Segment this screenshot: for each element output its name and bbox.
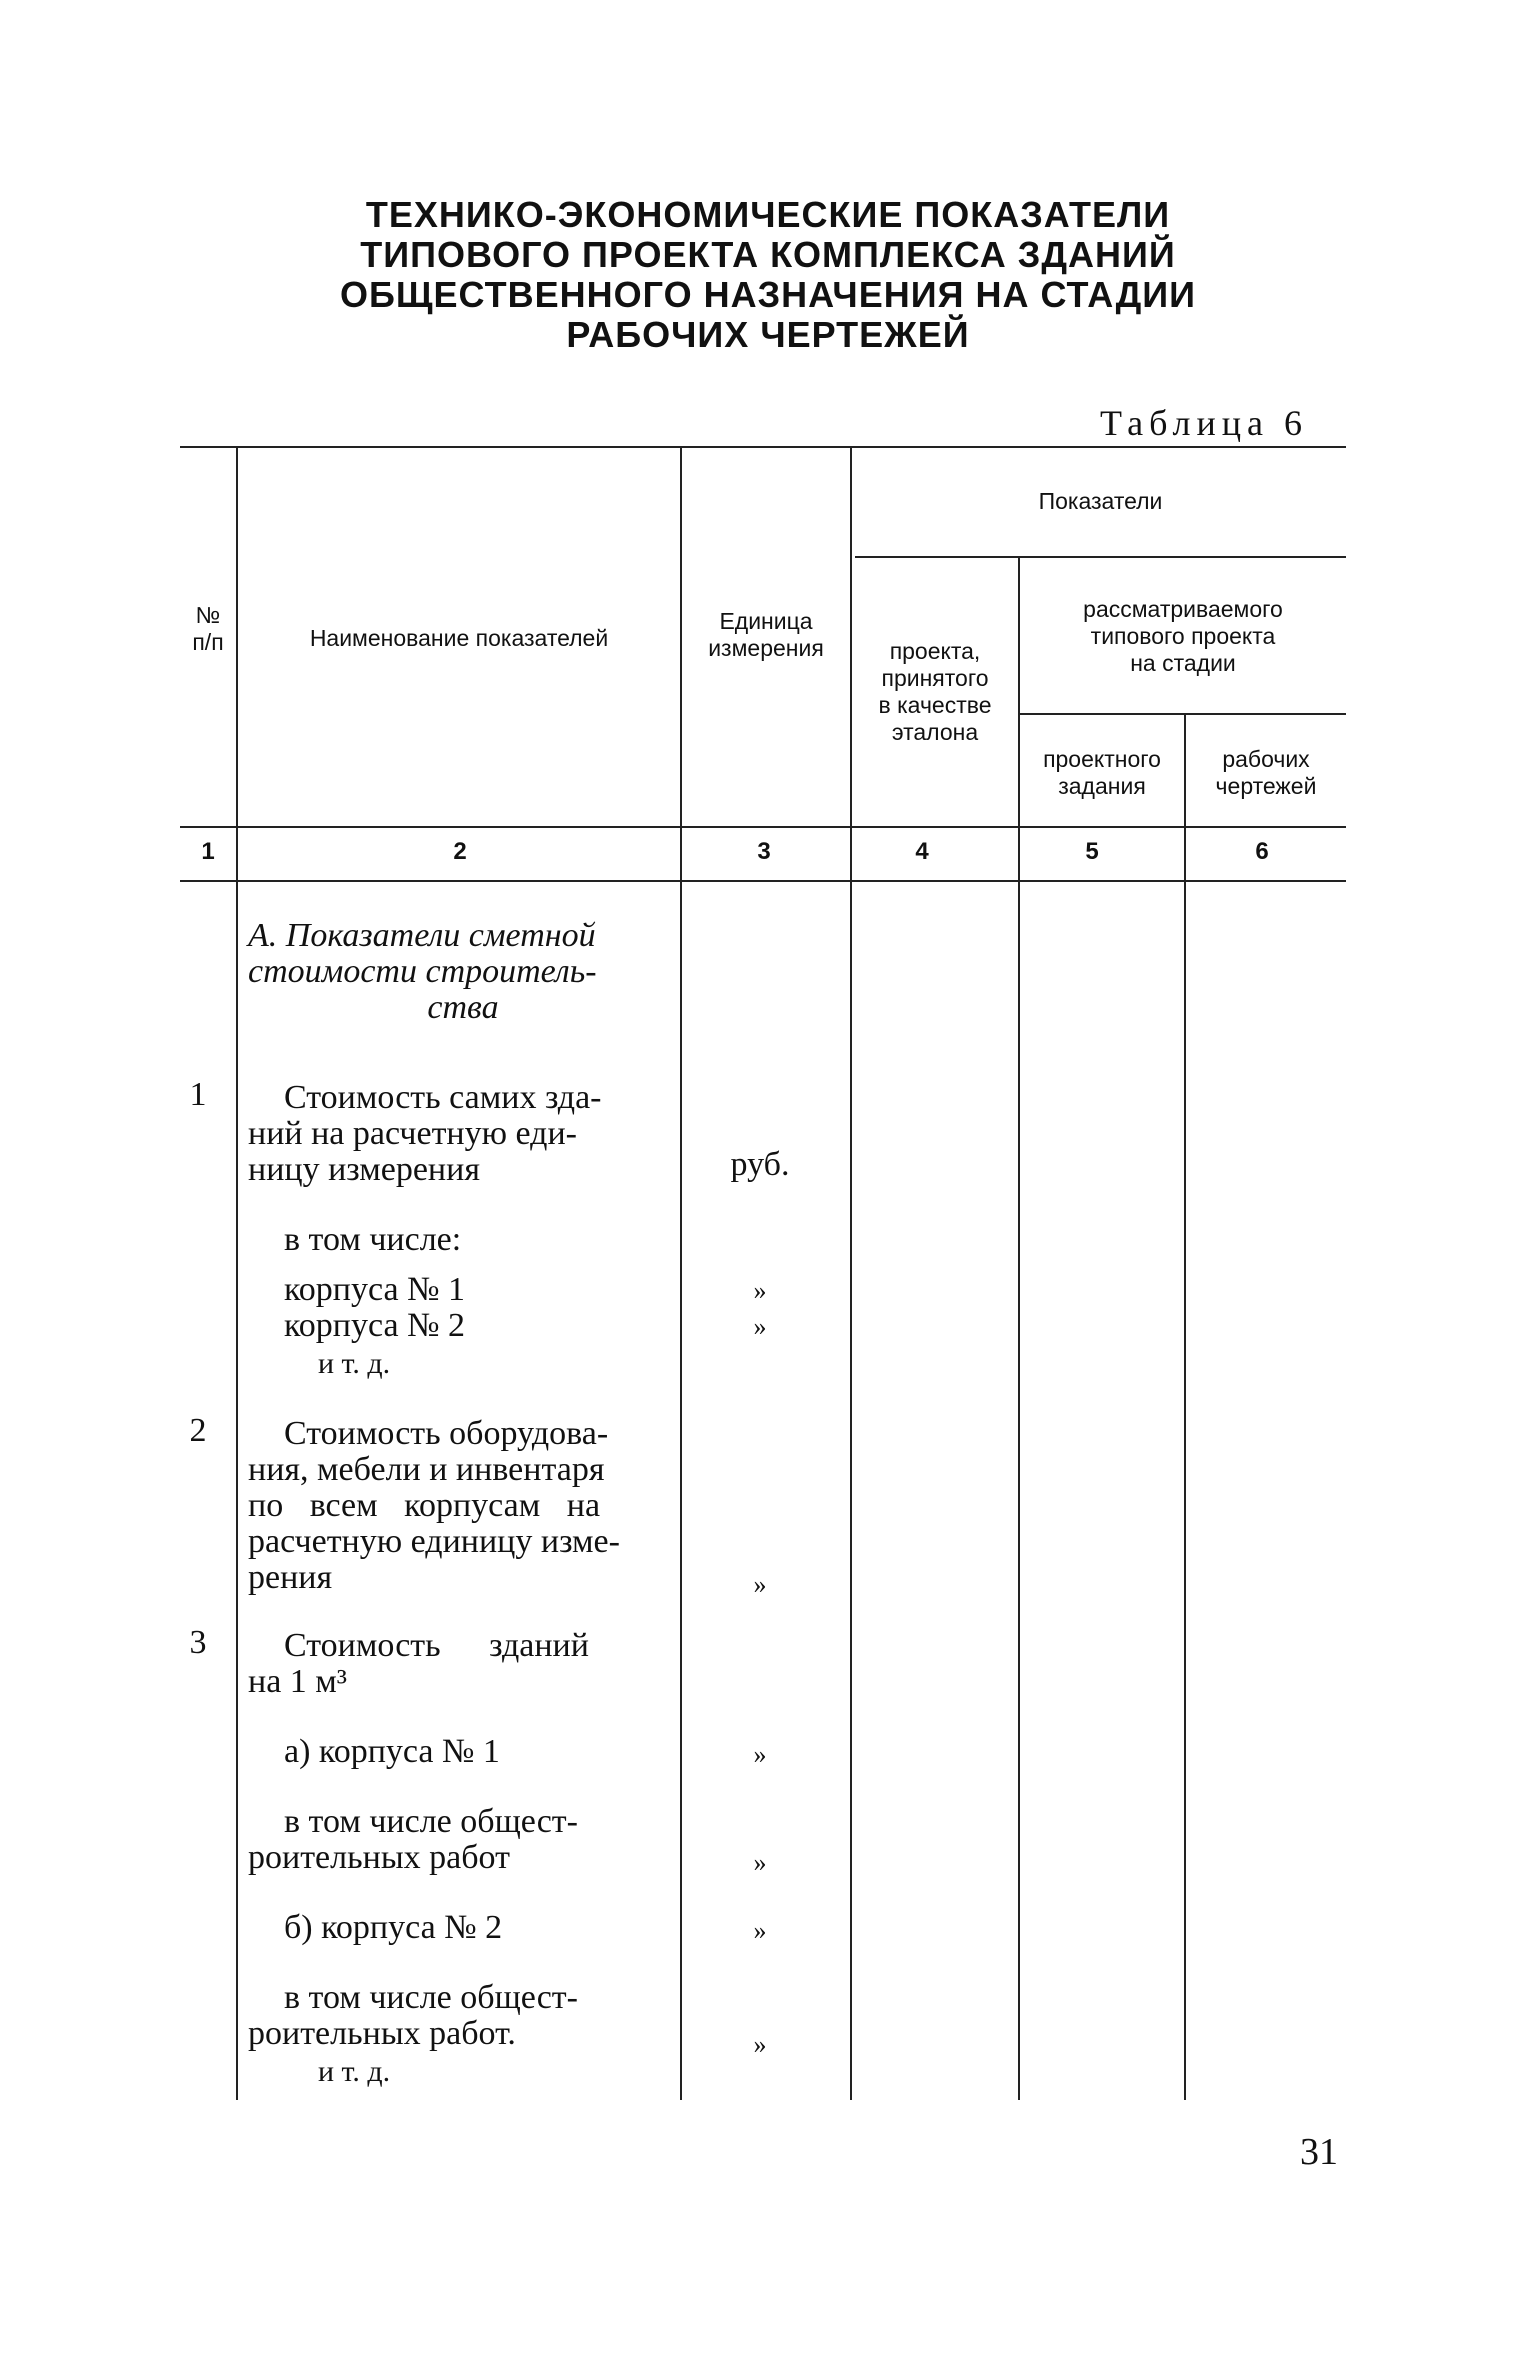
header-num-pp: п/п (192, 629, 224, 655)
column-number-5: 5 (1085, 838, 1099, 865)
row-2-name (248, 1416, 678, 1596)
table-label: Таблица 6 (1100, 403, 1308, 443)
col-divider-2 (680, 448, 682, 2100)
header-bottom-rule (180, 826, 1346, 828)
section-a-line3: ства (427, 989, 499, 1026)
col-divider-5 (1184, 715, 1186, 2100)
row-2-line5: рения (248, 1559, 333, 1596)
section-a-heading (248, 918, 678, 1026)
page-number: 31 (1300, 2131, 1338, 2173)
row-1-sub-1-unit: » (753, 1276, 767, 1305)
page-title (0, 195, 1536, 355)
row-1-line3: ницу измерения (248, 1151, 480, 1188)
column-number-2: 2 (453, 838, 467, 865)
column-numbers-rule (180, 880, 1346, 882)
stage-rule (1020, 713, 1346, 715)
row-2-line1: Стоимость оборудова- (284, 1415, 609, 1452)
header-working-line1: рабочих (1222, 746, 1310, 772)
row-2-line2: ния, мебели и инвентаря (248, 1451, 605, 1488)
indicators-rule (855, 556, 1346, 558)
row-2-unit: » (753, 1570, 767, 1599)
row-3-b-incl-line2: роительных работ. (248, 2015, 516, 2052)
row-3-a-incl-unit: » (753, 1848, 767, 1877)
header-design (1020, 746, 1184, 800)
row-1-line1: Стоимость самих зда- (284, 1079, 602, 1116)
header-considered (1020, 596, 1346, 677)
header-reference-line2: принятого (881, 665, 989, 691)
row-2-line4: расчетную единицу изме- (248, 1523, 620, 1560)
row-3-a-unit: » (753, 1740, 767, 1769)
header-considered-line1: рассматриваемого (1083, 596, 1283, 622)
row-1-sub-2: корпуса № 2 (284, 1307, 466, 1344)
header-unit-line1: Единица (719, 608, 813, 634)
title-line-2: ТИПОВОГО ПРОЕКТА КОМПЛЕКСА ЗДАНИЙ (360, 234, 1176, 275)
header-reference-line3: в качестве (878, 692, 992, 718)
row-1-sub-etc: и т. д. (318, 1347, 391, 1380)
row-3-b: б) корпуса № 2 (284, 1909, 503, 1946)
row-3-etc: и т. д. (318, 2055, 391, 2088)
row-1-sub-label: в том числе: (284, 1221, 462, 1258)
row-3-a-incl-line2: роительных работ (248, 1839, 510, 1876)
section-a-line1: А. Показатели сметной (248, 917, 596, 954)
header-working-line2: чертежей (1215, 773, 1317, 799)
column-number-3: 3 (757, 838, 771, 865)
header-unit-line2: измерения (708, 635, 824, 661)
title-line-3: ОБЩЕСТВЕННОГО НАЗНАЧЕНИЯ НА СТАДИИ (339, 274, 1197, 315)
header-indicators: Показатели (1038, 488, 1163, 514)
row-3-line2: на 1 м³ (248, 1663, 347, 1700)
row-3-a: а) корпуса № 1 (284, 1733, 500, 1770)
row-3-b-unit: » (753, 1916, 767, 1945)
header-working (1186, 746, 1346, 800)
header-name: Наименование показателей (309, 625, 609, 651)
row-3-a-incl (248, 1804, 678, 1876)
header-design-line1: проектного (1043, 746, 1161, 772)
header-num (180, 602, 236, 656)
header-considered-line2: типового проекта (1090, 623, 1276, 649)
table-top-rule (180, 446, 1346, 448)
row-3-number: 3 (189, 1624, 207, 1661)
header-design-line2: задания (1058, 773, 1146, 799)
row-1-name (248, 1080, 678, 1188)
row-1-sub-2-unit: » (753, 1312, 767, 1341)
header-unit (684, 608, 848, 662)
row-3-b-incl-line1: в том числе общест- (284, 1979, 578, 2016)
row-2-number: 2 (189, 1412, 207, 1449)
row-2-line3: по всем корпусам на (248, 1487, 601, 1524)
header-num-sign: № (195, 602, 221, 628)
row-3-b-incl-unit: » (753, 2030, 767, 2059)
column-number-4: 4 (915, 838, 929, 865)
row-1-unit: руб. (730, 1146, 790, 1183)
header-reference-line4: эталона (891, 719, 979, 745)
row-1-sub-1: корпуса № 1 (284, 1271, 466, 1308)
row-3-name (248, 1628, 678, 1700)
row-3-line1: Стоимость зданий (284, 1627, 589, 1664)
row-3-b-incl (248, 1980, 678, 2052)
header-reference-line1: проекта, (889, 638, 981, 664)
row-3-a-incl-line1: в том числе общест- (284, 1803, 578, 1840)
header-reference (852, 638, 1018, 746)
row-1-number: 1 (189, 1076, 207, 1113)
col-divider-1 (236, 448, 238, 2100)
title-line-1: ТЕХНИКО-ЭКОНОМИЧЕСКИЕ ПОКАЗАТЕЛИ (365, 194, 1171, 235)
header-considered-line3: на стадии (1130, 650, 1236, 676)
row-1-line2: ний на расчетную еди- (248, 1115, 577, 1152)
title-line-4: РАБОЧИХ ЧЕРТЕЖЕЙ (566, 314, 970, 355)
column-number-1: 1 (201, 838, 215, 865)
column-number-6: 6 (1255, 838, 1269, 865)
section-a-line2: стоимости строитель- (248, 953, 597, 990)
